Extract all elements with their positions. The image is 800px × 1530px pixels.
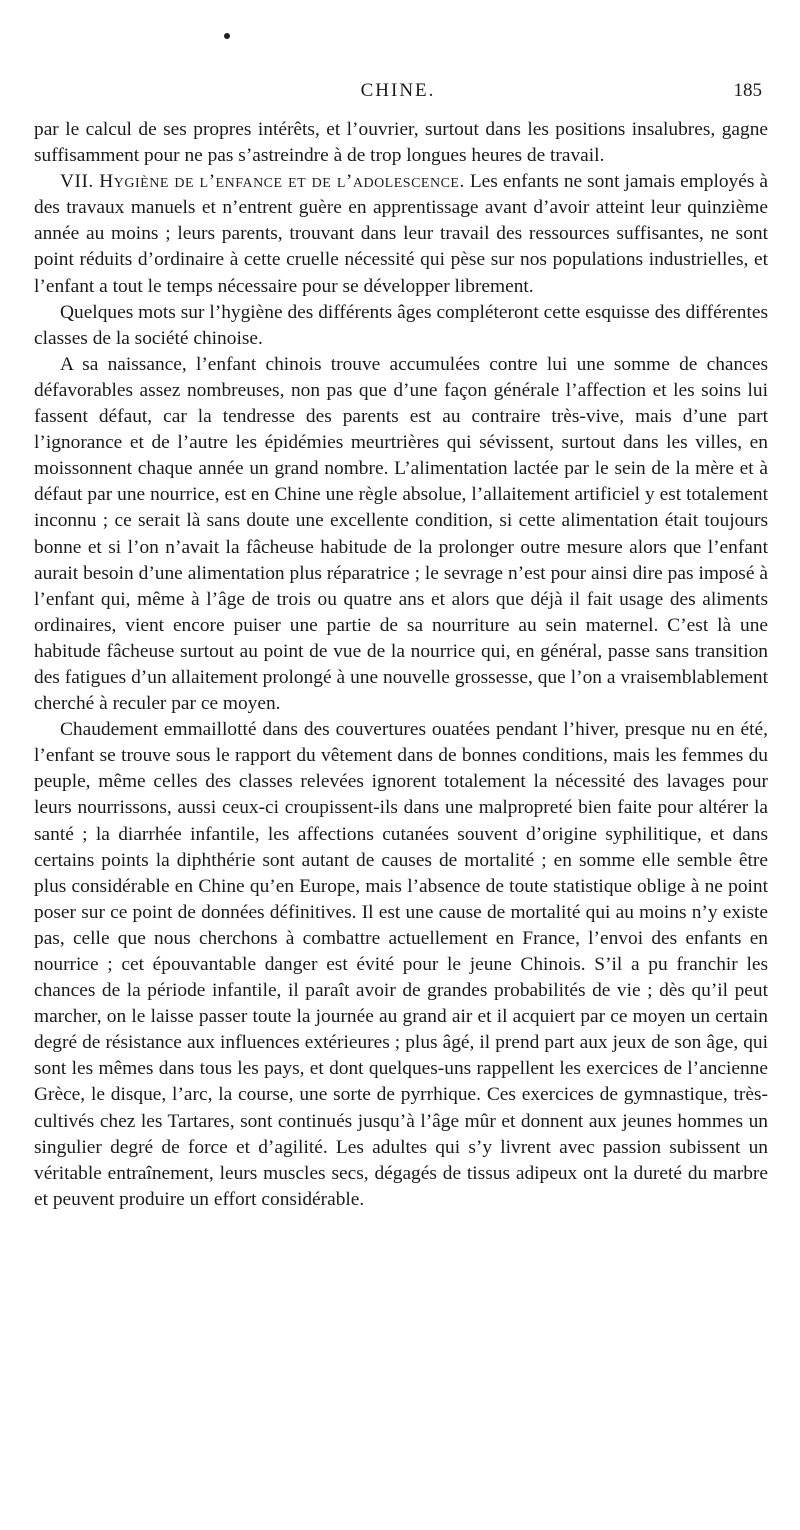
paragraph-text: A sa naissance, l’enfant chinois trouve accumulées contre lui une somme de chances défavorables assez nombreuses, non pas que d’une façon générale l’affection et les soins lui fassent défaut, car la tendresse des parents est au contraire très-vive, mais d’une part l’ignorance et de l’autre les épidémies meurtrières qui sévissent, surtout dans les villes, en moissonnent chaque année un grand nombre. L’alimentation lactée par le sein de la mère et à défaut par une nourrice, est en Chine une règle absolue, l’allaitement artificiel y est totalement inconnu ; ce serait là sans doute une excellente condition, si cette alimentation était toujours bonne et si l’on n’avait la fâcheuse habitude de la prolonger outre mesure alors que l’enfant aurait besoin d’une alimentation plus réparatrice ; le sevrage n’est pour ainsi dire pas imposé à l’enfant qui, même à l’âge de trois ou quatre ans et alors que déjà il fait usage des aliments ordinaires, vient encore puiser une partie de sa nourriture au sein maternel. C’est là une habitude fâcheuse surtout au point de vue de la nourrice qui, en général, passe sans transition des fatigues d’un allaitement prolongé à une nouvelle grossesse, que l’on a vraisemblablement cherché à reculer par ce moyen. [34,353,768,715]
ink-speck [224,33,230,39]
running-header [34,80,762,108]
paragraph-text: par le calcul de ses propres intérêts, et l’ouvrier, surtout dans les positions insalubres, gagne suffisamment pour ne pas s’astreindre à de trop longues heures de travail. [34,119,768,167]
paragraph-continuation [34,117,768,169]
running-title: CHINE. [360,80,436,101]
paragraph-text: Les enfants ne sont jamais employés à des travaux manuels et n’entrent guère en apprentissage avant d’avoir atteint leur quinzième année au moins ; leurs parents, trouvant dans leur travail des ressources suffisantes, ne sont point réduits d’ordinaire à cette cruelle nécessité qui pèse sur nos populations industrielles, et l’enfant a tout le temps nécessaire pour se développer librement. [34,171,768,297]
paragraph-text: Quelques mots sur l’hygiène des différents âges compléteront cette esquisse des différentes classes de la société chinoise. [34,301,768,349]
paragraph-birth [34,352,768,717]
paragraph-ages [34,300,768,352]
paragraph-section-vii [34,169,768,299]
paragraph-text: Chaudement emmaillotté dans des couvertures ouatées pendant l’hiver, presque nu en été, l’enfant se trouve sous le rapport du vêtement dans de bonnes conditions, mais les femmes du peuple, même celles des classes relevées ignorent totalement la nécessité des lavages pour leurs nourrissons, aussi ceux-ci croupissent-ils dans une malpropreté bien faite pour altérer la santé ; la diarrhée infantile, les affections cutanées souvent d’origine syphilitique, et dans certains points la diphthérie sont autant de causes de mortalité ; en somme elle semble être plus considérable en Chine qu’en Europe, mais l’absence de toute statistique oblige à ne point poser sur ce point de données définitives. Il est une cause de mortalité qui au moins n’y existe pas, celle que nous cherchons à combattre actuellement en France, l’envoi des enfants en nourrice ; cet épouvantable danger est évité pour le jeune Chinois. S’il a pu franchir les chances de la période infantile, il paraît avoir de grandes probabilités de vie ; dès qu’il peut marcher, on le laisse passer toute la journée au grand air et il acquiert par ce moyen un certain degré de résistance aux influences extérieures ; plus âgé, il prend part aux jeux de son âge, qui sont les mêmes dans tous les pays, et dont quelques-uns rappellent les exercices de l’ancienne Grèce, le disque, l’arc, la course, une sorte de pyrrhique. Ces exercices de gymnastique, très-cultivés chez les Tartares, sont continués jusqu’à l’âge mûr et donnent aux jeunes hommes un singulier degré de force et d’agilité. Les adultes qui s’y livrent avec passion subissent un véritable entraînement, leurs muscles secs, dégagés de tissus adipeux ont la dureté du marbre et peuvent produire un effort considérable. [34,719,768,1210]
paragraph-clothing [34,717,768,1213]
body-text [34,117,768,1213]
page-number: 185 [733,80,762,101]
section-heading: VII. Hygiène de l’enfance et de l’adolescence. [60,171,465,193]
